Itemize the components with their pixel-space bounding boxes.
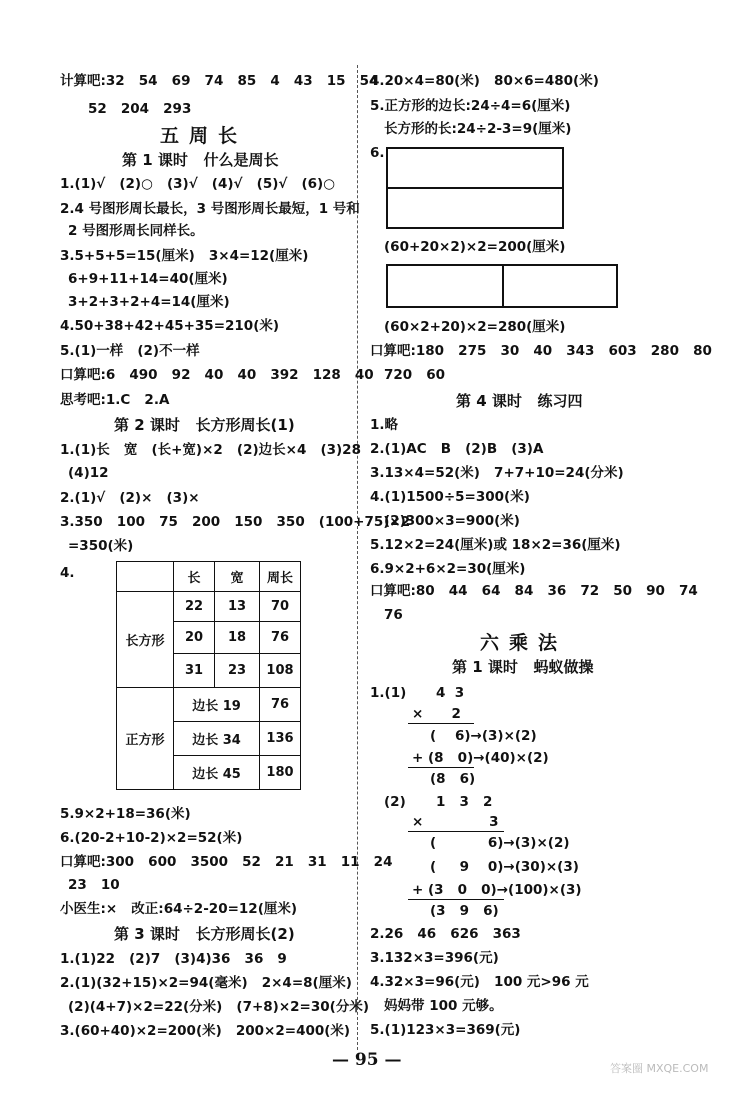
answer-line: (60+20×2)×2=200(厘米) — [384, 239, 566, 255]
answer-line: 1.(1)22 (2)7 (3)4)36 36 9 — [60, 951, 287, 967]
table-cell: 76 — [260, 622, 301, 654]
answer-line: 妈妈带 100 元够。 — [384, 998, 503, 1014]
answer-line: (60×2+20)×2=280(厘米) — [384, 319, 566, 335]
answer-line: 5.(1)一样 (2)不一样 — [60, 343, 200, 359]
mult-line: (3 9 6) — [430, 903, 499, 919]
mental-math-line: 口算吧:180 275 30 40 343 603 280 80 — [370, 343, 712, 359]
answer-line: 4.(1)1500÷5=300(米) — [370, 489, 530, 505]
table-row-label: 长方形 — [117, 592, 174, 688]
answer-line: (4)12 — [68, 465, 109, 481]
thinking-line: 思考吧:1.C 2.A — [60, 392, 170, 408]
table-cell: 31 — [174, 654, 215, 688]
table-row-label: 正方形 — [117, 688, 174, 790]
mult-line: × 2 — [412, 706, 461, 722]
calc-line-2: 52 204 293 — [88, 101, 192, 117]
answer-line: 3.350 100 75 200 150 350 (100+75)×2 — [60, 514, 411, 530]
answer-line: 3.(60+40)×2=200(米) 200×2=400(米) — [60, 1023, 351, 1039]
mental-math-line-2: 720 60 — [384, 367, 446, 383]
answer-line: 2.(1)AC B (2)B (3)A — [370, 441, 544, 457]
lesson-1-title: 第 1 课时 什么是周长 — [122, 151, 279, 169]
table-cell: 边长 34 — [174, 722, 260, 756]
table-header: 宽 — [215, 562, 260, 592]
chapter-6-title: 六乘法 — [480, 632, 568, 654]
answer-line: 4.50+38+42+45+35=210(米) — [60, 318, 280, 334]
mult-line: + (8 0)→(40)×(2) — [412, 750, 549, 766]
answer-line: 6. — [370, 145, 385, 161]
table-cell: 76 — [260, 688, 301, 722]
answer-line: 6+9+11+14=40(厘米) — [68, 271, 228, 287]
table-cell: 23 — [215, 654, 260, 688]
chapter-5-title: 五周长 — [160, 125, 248, 147]
mult-line: ( 9 0)→(30)×(3) — [430, 859, 579, 875]
mental-math-line-2: 23 10 — [68, 877, 120, 893]
table-cell: 18 — [215, 622, 260, 654]
lesson-6-1-title: 第 1 课时 蚂蚁做操 — [452, 658, 594, 676]
calc-line: 计算吧:32 54 69 74 85 4 43 15 54 — [60, 73, 379, 89]
table-corner — [117, 562, 174, 592]
watermark-logo: 答案圈 MXQE.COM — [610, 1062, 709, 1075]
mult-rule — [408, 767, 474, 768]
answer-line: 3.13×4=52(米) 7+7+10=24(分米) — [370, 465, 624, 481]
answer-line: 2.26 46 626 363 — [370, 926, 521, 942]
mental-math-line: 口算吧:300 600 3500 52 21 31 11 24 — [60, 854, 393, 870]
mult-line: ( 6)→(3)×(2) — [430, 835, 570, 851]
mental-math-line-2: 76 — [384, 607, 403, 623]
mult-line: (8 6) — [430, 771, 476, 787]
answer-line: (2)(4+7)×2=22(分米) (7+8)×2=30(分米) — [68, 999, 369, 1015]
lesson-2-title: 第 2 课时 长方形周长(1) — [114, 416, 295, 434]
answer-line: 2 号图形周长同样长。 — [68, 223, 204, 239]
answer-line: 5.(1)123×3=369(元) — [370, 1022, 521, 1038]
mult-rule — [408, 723, 474, 724]
table-cell: 108 — [260, 654, 301, 688]
doctor-line: 小医生:× 改正:64÷2-20=12(厘米) — [60, 901, 298, 917]
answer-line: 4.20×4=80(米) 80×6=480(米) — [370, 73, 599, 89]
lesson-3-title: 第 3 课时 长方形周长(2) — [114, 925, 295, 943]
answer-line: 1.(1)√ (2)○ (3)√ (4)√ (5)√ (6)○ — [60, 176, 335, 192]
answer-line: 2.(1)(32+15)×2=94(毫米) 2×4=8(厘米) — [60, 975, 352, 991]
table-header: 长 — [174, 562, 215, 592]
answer-line: 3.5+5+5=15(厘米) 3×4=12(厘米) — [60, 248, 309, 264]
answer-line: 3.132×3=396(元) — [370, 950, 499, 966]
table-header: 周长 — [260, 562, 301, 592]
mult-line: 1 3 2 — [436, 794, 493, 810]
table-cell: 边长 19 — [174, 688, 260, 722]
mult-rule — [408, 899, 504, 900]
answer-line: 3+2+3+2+4=14(厘米) — [68, 294, 230, 310]
mult-rule — [408, 831, 504, 832]
lesson-4-title: 第 4 课时 练习四 — [456, 392, 583, 410]
mult-line: + (3 0 0)→(100)×(3) — [412, 882, 582, 898]
table-cell: 边长 45 — [174, 756, 260, 790]
table-cell: 13 — [215, 592, 260, 622]
answer-line: 2.(1)√ (2)× (3)× — [60, 490, 200, 506]
problem-label: 1.(1) — [370, 685, 407, 701]
answer-line: (2)300×3=900(米) — [384, 513, 520, 529]
table-cell: 136 — [260, 722, 301, 756]
mental-math-line: 口算吧:6 490 92 40 40 392 128 40 — [60, 367, 374, 383]
answer-line: 4. — [60, 565, 75, 581]
answer-line: 1.(1)长 宽 (长+宽)×2 (2)边长×4 (3)28 — [60, 442, 361, 458]
answer-line: =350(米) — [68, 538, 134, 554]
table-cell: 70 — [260, 592, 301, 622]
rectangle-figure-2-divider — [502, 266, 504, 306]
mult-line: ( 6)→(3)×(2) — [430, 728, 537, 744]
table-cell: 20 — [174, 622, 215, 654]
rectangle-figure-1-divider — [388, 187, 562, 189]
mult-line: × 3 — [412, 814, 499, 830]
answer-line: 6.(20-2+10-2)×2=52(米) — [60, 830, 243, 846]
mental-math-line: 口算吧:80 44 64 84 36 72 50 90 74 — [370, 583, 698, 599]
table-cell: 22 — [174, 592, 215, 622]
answer-line: 长方形的长:24÷2-3=9(厘米) — [384, 121, 572, 137]
page-number: — 95 — — [332, 1050, 402, 1070]
answer-line: 6.9×2+6×2=30(厘米) — [370, 561, 526, 577]
answer-line: 4.32×3=96(元) 100 元>96 元 — [370, 974, 589, 990]
answer-line: 5.正方形的边长:24÷4=6(厘米) — [370, 98, 571, 114]
answer-line: 5.12×2=24(厘米)或 18×2=36(厘米) — [370, 537, 621, 553]
mult-line: 4 3 — [436, 685, 465, 701]
answer-line: 2.4 号图形周长最长，3 号图形周长最短，1 号和 — [60, 201, 360, 217]
problem-label: (2) — [384, 794, 406, 810]
table-cell: 180 — [260, 756, 301, 790]
answer-line: 1.略 — [370, 417, 399, 433]
perimeter-table — [116, 561, 301, 790]
answer-line: 5.9×2+18=36(米) — [60, 806, 191, 822]
